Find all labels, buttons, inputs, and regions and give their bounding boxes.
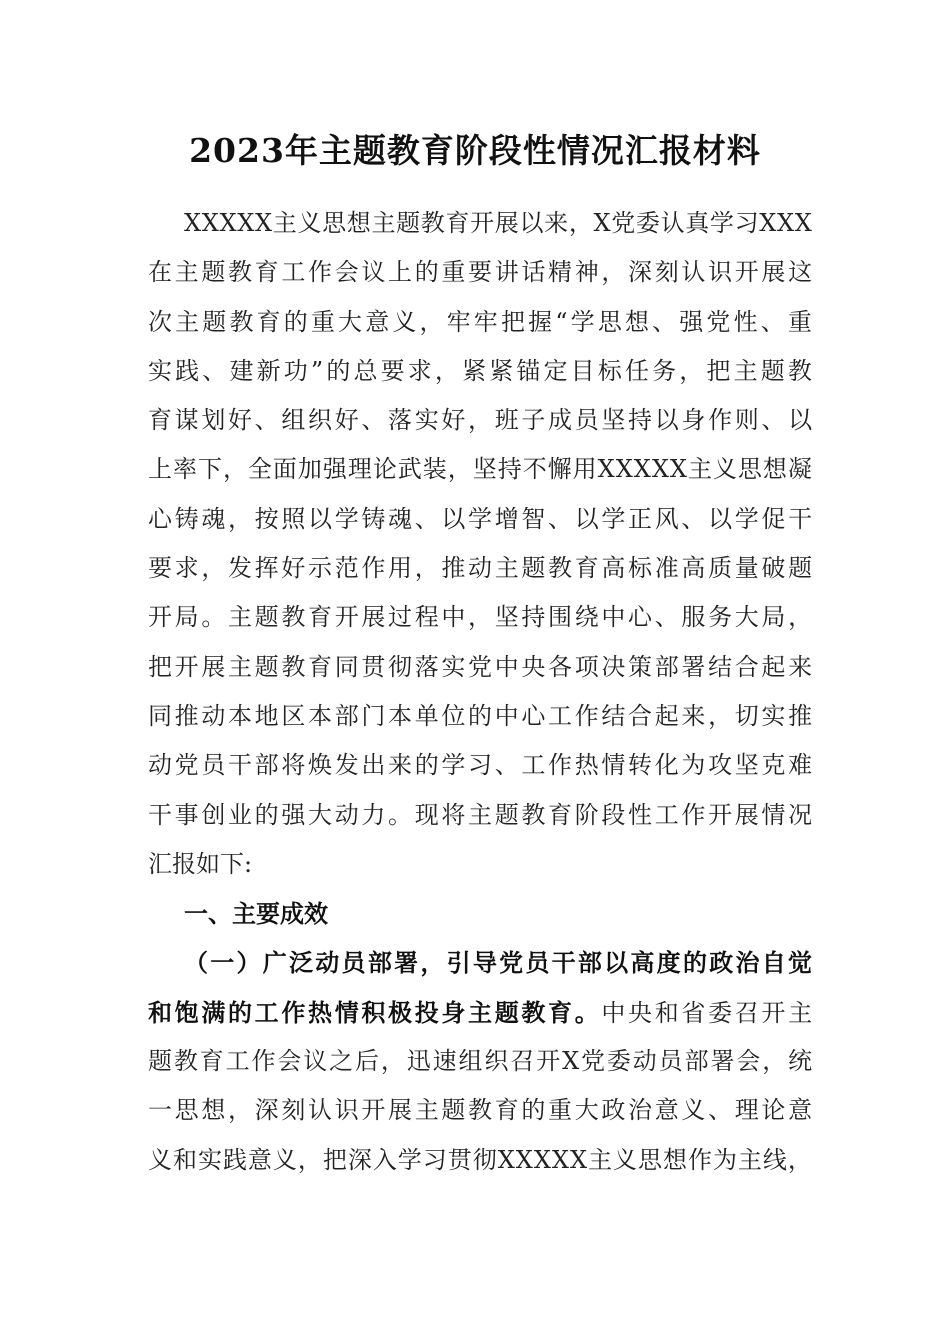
document-title: 2023年主题教育阶段性情况汇报材料 [189, 131, 761, 170]
paragraph-line: 育谋划好、组织好、落实好，班子成员坚持以身作则、以 [148, 406, 815, 435]
paragraph-line: 开局。主题教育开展过程中，坚持围绕中心、服务大局， [148, 603, 815, 632]
paragraph-line: 题教育工作会议之后，迅速组织召开X党委动员部署会，统 [148, 1047, 814, 1076]
paragraph-line: 要求，发挥好示范作用，推动主题教育高标准高质量破题 [148, 554, 815, 583]
paragraph-line: 上率下，全面加强理论武装，坚持不懈用XXXXX主义思想凝 [148, 455, 813, 484]
paragraph-line: 心铸魂，按照以学铸魂、以学增智、以学正风、以学促干 [148, 504, 815, 533]
paragraph-line: 汇报如下: [148, 849, 253, 878]
subsection-heading-line: （一）广泛动员部署，引导党员干部以高度的政治自觉 [184, 948, 815, 978]
paragraph-line [148, 988, 815, 1037]
document-body [148, 199, 816, 1185]
section-heading: 一、主要成效 [184, 899, 328, 929]
paragraph-line: 把开展主题教育同贯彻落实党中央各项决策部署结合起来 [148, 652, 815, 681]
paragraph-line: 次主题教育的重大意义，牢牢把握“学思想、强党性、重 [148, 307, 816, 336]
subsection-heading-tail: 和饱满的工作热情积极投身主题教育。 [148, 997, 602, 1027]
paragraph-line: 在主题教育工作会议上的重要讲话精神，深刻认识开展这 [148, 258, 815, 287]
paragraph-text: 中央和省委召开主 [601, 998, 815, 1027]
paragraph-line: 一思想，深刻认识开展主题教育的重大政治意义、理论意 [148, 1096, 815, 1125]
paragraph-line: 动党员干部将焕发出来的学习、工作热情转化为攻坚克难 [148, 751, 815, 780]
paragraph-line: 同推动本地区本部门本单位的中心工作结合起来，切实推 [148, 701, 815, 730]
paragraph-line: 实践、建新功”的总要求，紧紧锚定目标任务，把主题教 [148, 356, 816, 385]
paragraph-line: XXXXX主义思想主题教育开展以来，X党委认真学习XXX [184, 209, 813, 237]
paragraph-line: 义和实践意义，把深入学习贯彻XXXXX主义思想作为主线， [148, 1145, 813, 1174]
paragraph-line: 干事创业的强大动力。现将主题教育阶段性工作开展情况 [148, 800, 815, 829]
